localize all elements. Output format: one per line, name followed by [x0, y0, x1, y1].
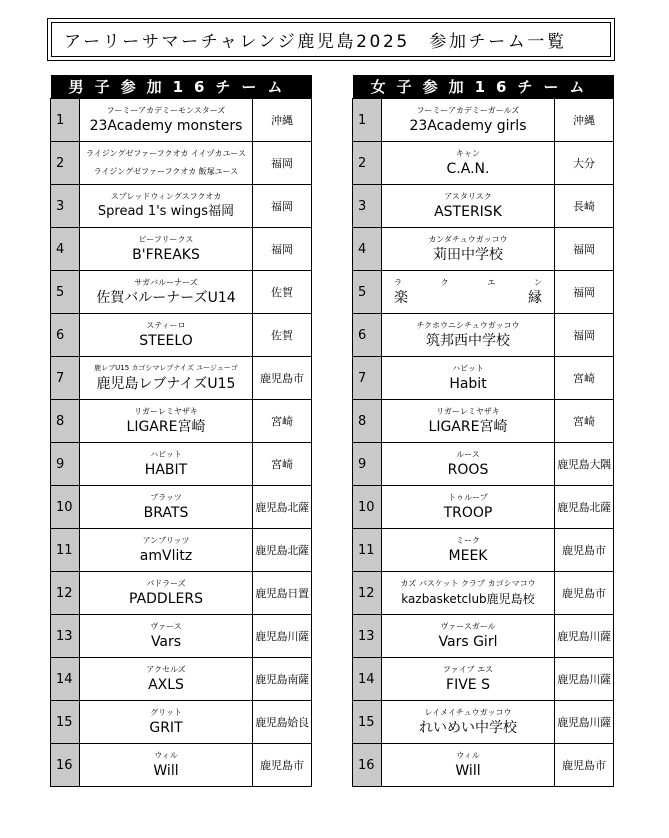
- team-region: 鹿児島市: [555, 744, 614, 787]
- team-number: 14: [353, 658, 382, 701]
- team-kana: アスタリスク: [444, 191, 492, 201]
- team-name: ASTERISK: [434, 203, 502, 220]
- team-region: 福岡: [253, 228, 312, 271]
- team-name-cell: [80, 486, 253, 529]
- team-kana: ライジングゼファーフクオカ イイヅカユース: [85, 149, 247, 158]
- team-kana: カズ バスケット クラブ カゴシマコウ: [400, 578, 536, 588]
- table-row: [353, 572, 614, 615]
- boys-table-header: 男子参加16チーム: [51, 75, 312, 99]
- team-name-cell: [80, 99, 253, 142]
- team-name: B'FREAKS: [132, 246, 200, 263]
- team-name-cell: [80, 185, 253, 228]
- team-number: 12: [51, 572, 80, 615]
- team-region: 宮崎: [555, 357, 614, 400]
- team-name: TROOP: [443, 504, 493, 521]
- team-number: 16: [51, 744, 80, 787]
- team-number: 3: [353, 185, 382, 228]
- team-number: 9: [51, 443, 80, 486]
- team-name: C.A.N.: [446, 160, 490, 177]
- team-region: 佐賀: [253, 271, 312, 314]
- team-number: 7: [51, 357, 80, 400]
- team-number: 13: [353, 615, 382, 658]
- team-region: 沖縄: [555, 99, 614, 142]
- team-name-cell: [382, 572, 555, 615]
- table-row: [51, 228, 312, 271]
- team-kana: サガバルーナーズ: [134, 277, 198, 287]
- team-number: 5: [51, 271, 80, 314]
- team-number: 16: [353, 744, 382, 787]
- table-row: [51, 357, 312, 400]
- team-name-cell: [382, 486, 555, 529]
- team-name-cell: [382, 615, 555, 658]
- team-region: 長崎: [555, 185, 614, 228]
- team-kana: パドラーズ: [146, 578, 186, 588]
- team-kana-char: ン: [533, 277, 542, 287]
- team-name: 鹿児島レブナイズU15: [96, 375, 236, 392]
- team-name: ROOS: [447, 461, 489, 478]
- team-region: 福岡: [555, 271, 614, 314]
- team-name-cell: [382, 271, 555, 314]
- team-region: 宮崎: [555, 400, 614, 443]
- team-name-char: 楽: [394, 289, 408, 306]
- table-row: [353, 443, 614, 486]
- table-row: [353, 744, 614, 787]
- team-number: 6: [353, 314, 382, 357]
- team-name-cell: [382, 701, 555, 744]
- team-name: Will: [455, 762, 481, 779]
- team-name: BRATS: [143, 504, 189, 521]
- team-number: 2: [51, 142, 80, 185]
- team-region: 福岡: [555, 228, 614, 271]
- team-number: 11: [353, 529, 382, 572]
- team-region: 鹿児島川薩: [253, 615, 312, 658]
- team-kana-char: ラ: [394, 277, 402, 287]
- team-number: 8: [353, 400, 382, 443]
- team-name: 23Academy monsters: [89, 117, 243, 134]
- team-name-cell: [80, 658, 253, 701]
- team-name-cell: [80, 529, 253, 572]
- team-kana: リガーレミヤザキ: [134, 406, 198, 416]
- team-name: れいめい中学校: [419, 719, 517, 736]
- table-row: [353, 486, 614, 529]
- team-kana-line-2: ライジングゼファーフクオカ 飯塚ユース: [93, 167, 239, 176]
- table-row: [353, 529, 614, 572]
- team-kana: スティーロ: [146, 320, 186, 330]
- team-name-cell: [382, 228, 555, 271]
- team-name: STEELO: [139, 332, 193, 349]
- team-name-cell: [382, 443, 555, 486]
- team-name: AXLS: [148, 676, 184, 693]
- team-region: 佐賀: [253, 314, 312, 357]
- team-kana: レイメイチュウガッコウ: [424, 707, 512, 717]
- team-region: 福岡: [253, 185, 312, 228]
- table-row: [51, 400, 312, 443]
- team-number: 4: [353, 228, 382, 271]
- team-number: 10: [51, 486, 80, 529]
- team-region: 鹿児島北薩: [253, 486, 312, 529]
- table-row: [353, 357, 614, 400]
- team-name: 23Academy girls: [409, 117, 527, 134]
- team-kana: スプレッドウィングスフクオカ: [110, 191, 222, 201]
- table-row: [51, 701, 312, 744]
- team-kana-char: エ: [487, 277, 496, 287]
- team-number: 2: [353, 142, 382, 185]
- team-number: 10: [353, 486, 382, 529]
- team-number: 11: [51, 529, 80, 572]
- team-kana: トゥループ: [448, 492, 488, 502]
- team-name: kazbasketclub鹿児島校: [401, 591, 535, 606]
- team-number: 8: [51, 400, 80, 443]
- boys-team-table: [50, 75, 312, 787]
- team-name: HABIT: [144, 461, 188, 478]
- team-name-cell: [382, 744, 555, 787]
- team-number: 1: [353, 99, 382, 142]
- team-kana: ハビット: [150, 449, 182, 459]
- team-kana: ハビット: [452, 363, 484, 373]
- table-row: [353, 400, 614, 443]
- table-row: [353, 615, 614, 658]
- team-name: GRIT: [149, 719, 183, 736]
- team-number: 1: [51, 99, 80, 142]
- team-kana: ミーク: [456, 535, 480, 545]
- team-name-cell: [382, 529, 555, 572]
- team-name: LIGARE宮崎: [126, 418, 206, 435]
- team-region: 福岡: [253, 142, 312, 185]
- team-region: 鹿児島大隅: [555, 443, 614, 486]
- team-kana: ヴァース: [150, 621, 182, 631]
- table-row: [353, 658, 614, 701]
- team-number: 4: [51, 228, 80, 271]
- team-name-cell: [382, 185, 555, 228]
- table-row: [51, 271, 312, 314]
- table-row: [353, 701, 614, 744]
- team-name: PADDLERS: [129, 590, 203, 607]
- team-name: Spread 1's wings福岡: [97, 203, 235, 219]
- team-region: 鹿児島市: [555, 572, 614, 615]
- team-name: amVlitz: [139, 547, 193, 564]
- team-region: 鹿児島北薩: [253, 529, 312, 572]
- team-region: 鹿児島市: [253, 744, 312, 787]
- team-number: 12: [353, 572, 382, 615]
- team-number: 9: [353, 443, 382, 486]
- team-name: Vars Girl: [438, 633, 498, 650]
- team-name: Habit: [449, 375, 487, 392]
- team-region: 鹿児島姶良: [253, 701, 312, 744]
- table-row: [51, 572, 312, 615]
- team-kana: フーミーアカデミーモンスターズ: [106, 105, 226, 115]
- team-name-cell: [80, 357, 253, 400]
- team-kana: フーミーアカデミーガールズ: [416, 105, 520, 115]
- team-name-cell: [80, 400, 253, 443]
- team-region: 鹿児島市: [253, 357, 312, 400]
- team-region: 鹿児島市: [555, 529, 614, 572]
- table-row: [51, 314, 312, 357]
- team-name: Vars: [150, 633, 182, 650]
- table-row: [51, 658, 312, 701]
- team-name-cell: [80, 271, 253, 314]
- team-kana: キャン: [456, 148, 480, 158]
- team-kana: ファイブ エス: [442, 664, 494, 674]
- team-kana: アクセルズ: [146, 664, 186, 674]
- team-kana: リガーレミヤザキ: [436, 406, 500, 416]
- team-name: 苅田中学校: [433, 246, 503, 263]
- team-name-cell: [382, 314, 555, 357]
- table-row: [51, 185, 312, 228]
- team-region: 沖縄: [253, 99, 312, 142]
- table-row: [353, 185, 614, 228]
- team-region: 大分: [555, 142, 614, 185]
- table-row: [51, 99, 312, 142]
- table-row: [51, 486, 312, 529]
- table-row: [353, 142, 614, 185]
- table-row: [51, 443, 312, 486]
- team-name-cell: [80, 615, 253, 658]
- team-name-cell: [382, 658, 555, 701]
- team-region: 鹿児島川薩: [555, 701, 614, 744]
- team-number: 3: [51, 185, 80, 228]
- table-row: [353, 314, 614, 357]
- team-number: 15: [51, 701, 80, 744]
- table-row: [51, 142, 312, 185]
- table-row: [51, 529, 312, 572]
- table-row: [353, 99, 614, 142]
- table-row: [353, 228, 614, 271]
- team-name: FIVE S: [446, 676, 490, 693]
- team-name-cell: [382, 142, 555, 185]
- team-name: 佐賀バルーナーズU14: [96, 289, 236, 306]
- team-region: 鹿児島川薩: [555, 615, 614, 658]
- team-name-cell: [382, 357, 555, 400]
- team-name-cell: [80, 142, 253, 185]
- team-kana: チクホウニシチュウガッコウ: [416, 320, 520, 330]
- team-name-cell: [80, 228, 253, 271]
- team-name-char: 縁: [528, 289, 542, 306]
- team-name: [382, 288, 554, 308]
- team-number: 6: [51, 314, 80, 357]
- team-kana-char: ク: [440, 277, 449, 287]
- table-row: [51, 744, 312, 787]
- team-region: 鹿児島日置: [253, 572, 312, 615]
- team-kana: 鹿レブU15 カゴシマレブナイズ ユージューゴ: [94, 363, 238, 372]
- team-name-cell: [80, 314, 253, 357]
- title-frame: [47, 18, 615, 61]
- team-kana: カンダチュウガッコウ: [428, 234, 508, 244]
- team-kana: ルース: [456, 449, 480, 459]
- team-name-cell: [80, 744, 253, 787]
- team-kana: [382, 277, 554, 288]
- team-name-cell: [80, 701, 253, 744]
- team-name-cell: [382, 99, 555, 142]
- team-number: 15: [353, 701, 382, 744]
- team-name: LIGARE宮崎: [428, 418, 508, 435]
- team-region: 鹿児島北薩: [555, 486, 614, 529]
- team-kana: ウィル: [154, 750, 178, 760]
- team-kana: ブラッツ: [150, 492, 182, 502]
- table-row: [353, 271, 614, 314]
- girls-table-header: 女子参加16チーム: [353, 75, 614, 99]
- team-region: 鹿児島川薩: [555, 658, 614, 701]
- team-name: Will: [153, 762, 179, 779]
- team-kana: ビーフリークス: [138, 234, 194, 244]
- team-name-cell: [80, 572, 253, 615]
- team-kana: ヴァースガール: [440, 621, 496, 631]
- team-region: 宮崎: [253, 443, 312, 486]
- team-kana: アンブリッツ: [142, 535, 190, 545]
- team-number: 7: [353, 357, 382, 400]
- page-title: アーリーサマーチャレンジ鹿児島2025 参加チーム一覧: [51, 22, 611, 57]
- team-number: 14: [51, 658, 80, 701]
- team-number: 13: [51, 615, 80, 658]
- team-kana: グリット: [150, 707, 182, 717]
- girls-team-table: [352, 75, 614, 787]
- team-name: 筑邦西中学校: [426, 332, 510, 349]
- team-region: 鹿児島南薩: [253, 658, 312, 701]
- team-region: 福岡: [555, 314, 614, 357]
- team-kana: ウィル: [456, 750, 480, 760]
- table-row: [51, 615, 312, 658]
- team-name: MEEK: [448, 547, 488, 564]
- team-region: 宮崎: [253, 400, 312, 443]
- team-number: 5: [353, 271, 382, 314]
- team-name-cell: [80, 443, 253, 486]
- team-name-cell: [382, 400, 555, 443]
